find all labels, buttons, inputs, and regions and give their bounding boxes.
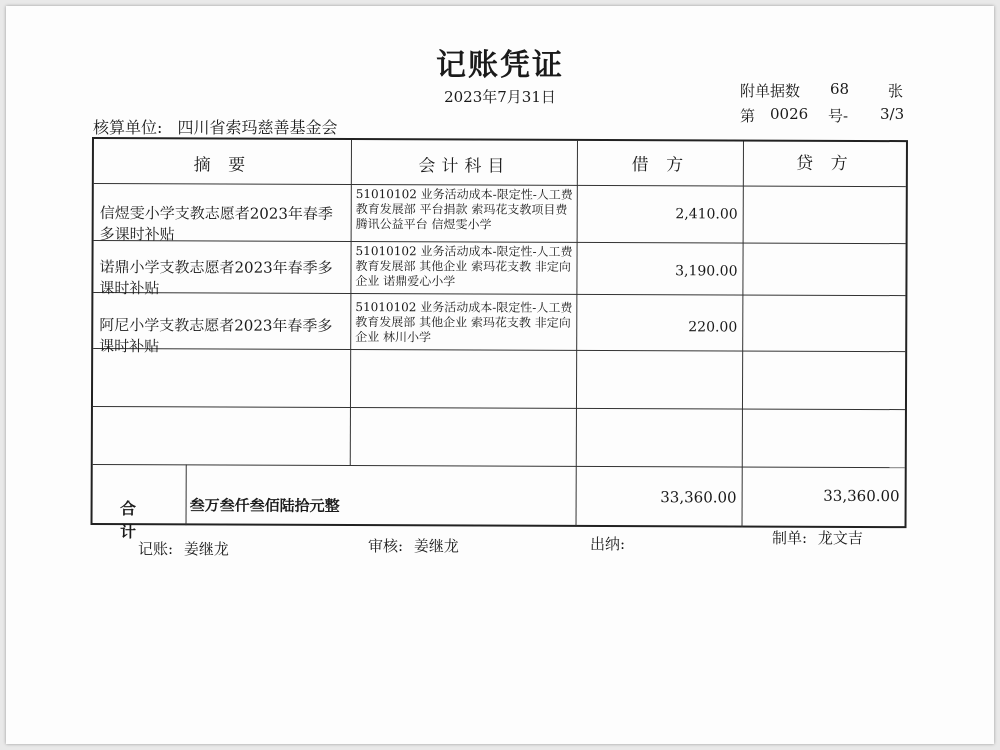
voucher-number-suffix: 号- xyxy=(828,107,849,125)
entry-credit xyxy=(743,320,899,321)
accounting-unit xyxy=(93,115,338,138)
entry-debit: 3,190.00 xyxy=(675,263,738,280)
cashier-signature xyxy=(590,533,631,554)
header-account: 会计科目 xyxy=(418,156,511,177)
voucher-title: 记账凭证 xyxy=(436,48,564,83)
header-credit: 贷 方 xyxy=(796,153,854,174)
entry-account: 51010102 业务活动成本-限定性-人工费 教育发展部 其他企业 索玛花支教 非定向 企业 林川小学 xyxy=(355,300,573,345)
entry-credit xyxy=(744,207,900,208)
bookkeeper-name: 姜继龙 xyxy=(183,540,229,558)
preparer-name: 龙文吉 xyxy=(817,529,863,547)
entry-credit xyxy=(744,264,900,265)
reviewer-signature xyxy=(368,535,459,556)
preparer-signature xyxy=(772,527,863,548)
total-credit: 33,360.00 xyxy=(823,486,900,506)
entry-account: 51010102 业务活动成本-限定性-人工费 教育发展部 其他企业 索玛花支教 非定向 企业 诺鼎爱心小学 xyxy=(355,244,573,289)
voucher-number: 0026 xyxy=(770,105,809,123)
reviewer-name: 姜继龙 xyxy=(413,537,459,555)
attachments-unit: 张 xyxy=(888,82,904,100)
entry-summary: 信煜雯小学支教志愿者2023年春季多课时补贴 xyxy=(99,204,333,244)
attachments-count: 68 xyxy=(830,80,850,98)
entry-debit: 220.00 xyxy=(688,319,738,336)
total-label: 合 计 xyxy=(119,499,159,542)
voucher-page: 3/3 xyxy=(880,105,905,123)
header-debit: 借 方 xyxy=(631,155,690,176)
entry-account: 51010102 业务活动成本-限定性-人工费 教育发展部 平台捐款 索玛花支教项目费 腾讯公益平台 信煜雯小学 xyxy=(355,187,573,232)
reviewer-label: 审核: xyxy=(368,537,404,555)
total-debit: 33,360.00 xyxy=(660,488,737,507)
attachments-label: 附单据数 xyxy=(740,82,801,100)
entry-summary: 诺鼎小学支教志愿者2023年春季多课时补贴 xyxy=(99,258,333,298)
voucher-date: 2023年7月31日 xyxy=(444,88,556,106)
preparer-label: 制单: xyxy=(772,529,808,547)
header-summary: 摘 要 xyxy=(193,155,252,176)
total-amount-in-words: 叁万叁仟叁佰陆拾元整 xyxy=(189,496,340,515)
accounting-unit-label: 核算单位: xyxy=(93,118,163,137)
accounting-unit-name: 四川省索玛慈善基金会 xyxy=(177,118,338,137)
voucher-number-prefix: 第 xyxy=(740,107,756,125)
entry-debit: 2,410.00 xyxy=(675,206,738,223)
entry-summary: 阿尼小学支教志愿者2023年春季多课时补贴 xyxy=(99,316,333,356)
bookkeeper-label: 记账: xyxy=(138,540,174,558)
cashier-label: 出纳: xyxy=(590,535,626,553)
bookkeeper-signature xyxy=(138,538,229,559)
